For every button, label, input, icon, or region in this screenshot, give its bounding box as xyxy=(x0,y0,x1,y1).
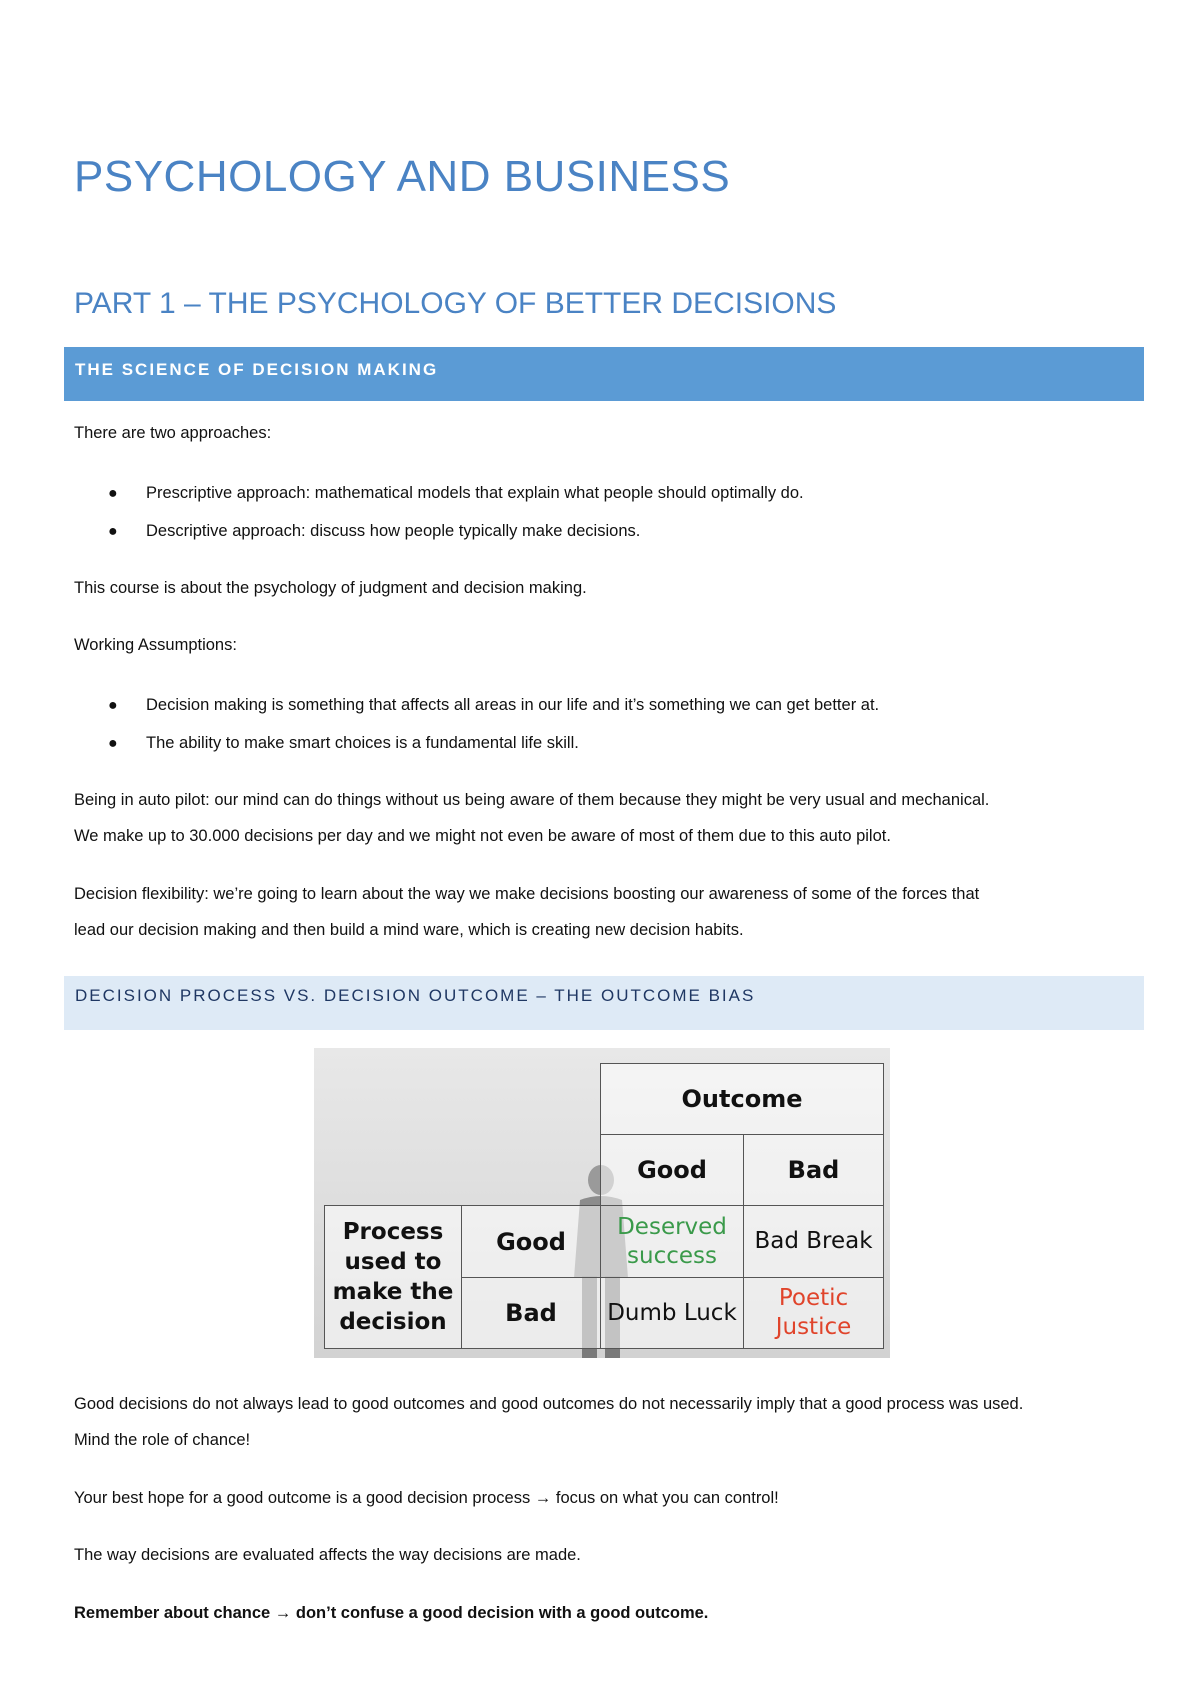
matrix-cell-line: Poetic xyxy=(778,1285,849,1311)
section-heading-science: THE SCIENCE OF DECISION MAKING xyxy=(64,347,1144,401)
approaches-intro: There are two approaches: xyxy=(74,424,272,442)
matrix-cell-line: Justice xyxy=(775,1314,852,1340)
list-item: Decision making is something that affects all areas in our life and it’s something we can get better at. xyxy=(146,696,880,714)
matrix-row-label-line: used to xyxy=(344,1249,442,1275)
matrix-row-label xyxy=(324,1205,462,1349)
flexibility-line-1: Decision flexibility: we’re going to learn about the way we make decisions boosting our awareness of some of the forces that xyxy=(74,885,980,903)
list-item: Descriptive approach: discuss how people typically make decisions. xyxy=(146,522,641,540)
bullet-icon: ● xyxy=(108,485,118,502)
section-heading-outcome-bias: DECISION PROCESS VS. DECISION OUTCOME – THE OUTCOME BIAS xyxy=(64,976,1144,1030)
matrix-row-label-line: decision xyxy=(339,1309,447,1335)
matrix-cell-bad-break: Bad Break xyxy=(743,1205,884,1278)
matrix-cell-line: Deserved xyxy=(617,1213,727,1240)
matrix-row-label-line: make the xyxy=(332,1279,454,1305)
bullet-icon: ● xyxy=(108,697,118,714)
outcome-paragraph-line-2: Mind the role of chance! xyxy=(74,1431,251,1449)
matrix-row-good: Good xyxy=(461,1205,601,1278)
matrix-row-bad: Bad xyxy=(461,1277,601,1349)
matrix-cell-dumb-luck: Dumb Luck xyxy=(600,1277,744,1349)
best-hope-paragraph: Your best hope for a good outcome is a good decision process → focus on what you can control! xyxy=(74,1489,779,1507)
autopilot-line-2: We make up to 30.000 decisions per day and we might not even be aware of most of them due to this auto pilot. xyxy=(74,827,891,845)
matrix-outcome-header: Outcome xyxy=(600,1063,884,1135)
matrix-cell-line: success xyxy=(627,1242,717,1269)
bullet-icon: ● xyxy=(108,523,118,540)
list-item: The ability to make smart choices is a fundamental life skill. xyxy=(146,734,579,752)
list-item: Prescriptive approach: mathematical models that explain what people should optimally do. xyxy=(146,484,804,502)
matrix-cell-poetic-justice xyxy=(743,1277,884,1349)
remember-paragraph xyxy=(74,1595,1144,1632)
flexibility-line-2: lead our decision making and then build a mind ware, which is creating new decision habits. xyxy=(74,921,744,939)
matrix-row-label-line: Process xyxy=(342,1219,444,1245)
remember-bold-text: Remember about chance → don’t confuse a good decision with a good outcome. xyxy=(74,1604,709,1622)
course-paragraph: This course is about the psychology of judgment and decision making. xyxy=(74,579,587,597)
matrix-col-bad: Bad xyxy=(743,1134,884,1206)
assumptions-label: Working Assumptions: xyxy=(74,636,237,654)
autopilot-line-1: Being in auto pilot: our mind can do things without us being aware of them because they might be very usual and mechanical. xyxy=(74,791,990,809)
matrix-col-good: Good xyxy=(600,1134,744,1206)
evaluation-paragraph: The way decisions are evaluated affects the way decisions are made. xyxy=(74,1546,581,1564)
matrix-cell-deserved-success xyxy=(600,1205,744,1278)
outcome-matrix-figure xyxy=(314,1048,890,1358)
document-title: PSYCHOLOGY AND BUSINESS xyxy=(74,152,731,201)
outcome-paragraph-line-1: Good decisions do not always lead to good outcomes and good outcomes do not necessarily imply that a good process was used. xyxy=(74,1395,1024,1413)
bullet-icon: ● xyxy=(108,735,118,752)
part-heading: PART 1 – THE PSYCHOLOGY OF BETTER DECISIONS xyxy=(74,287,837,320)
